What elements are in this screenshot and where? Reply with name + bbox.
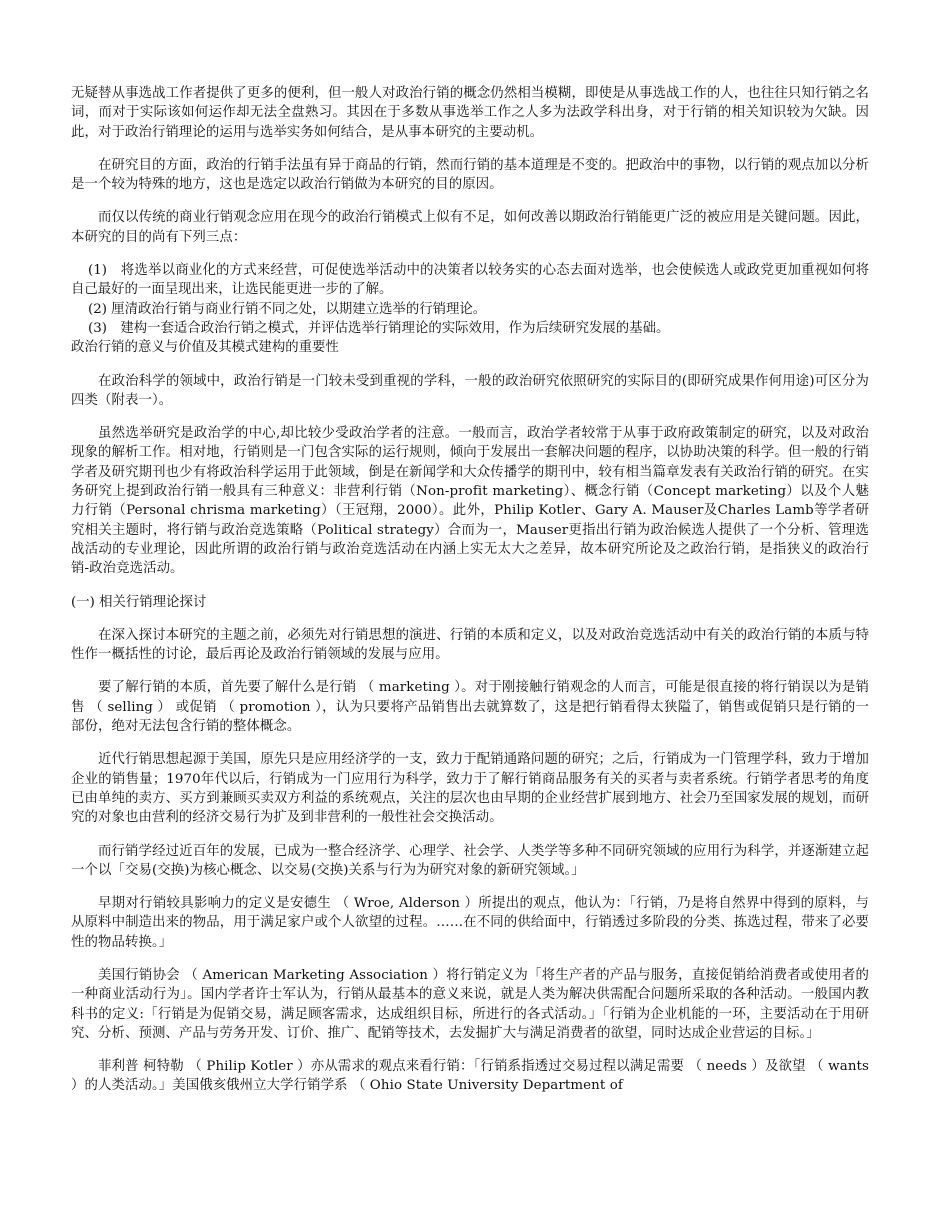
paragraph: 早期对行销较具影响力的定义是安德生 （ Wroe, Alderson ）所提出的观点，他认为：「行销，乃是将自然界中得到的原料，与从原料中制造出来的物品，用于满足家户或个人欲望的过程。……在不同的供给面中，行销透过多阶段的分类、拣选过程，带来了必要性的物品转换。」	[71, 896, 869, 950]
paragraph: 在深入探讨本研究的主题之前，必须先对行销思想的演进、行销的本质和定义，以及对政治竞选活动中有关的政治行销的本质与特性作一概括性的讨论，最后再论及政治行销领域的发展与应用。	[71, 627, 869, 663]
paragraph: 要了解行销的本质，首先要了解什么是行销 （ marketing ）。对于刚接触行销观念的人而言，可能是很直接的将行销误以为是销售 （ selling ） 或促销 （ promotion ），认为只要将产品销售出去就算数了，这是把行销看得太狭隘了，销售或促销只是行销的一部份，绝对无法包含行销的整体概念。	[71, 680, 869, 735]
paragraph: 美国行销协会 （ American Marketing Association ）将行销定义为「将生产者的产品与服务，直接促销给消费者或使用者的一种商业活动行为」。国内学者许士军认为，行销从最基本的意义来说，就是人类为解决供需配合问题所采取的各种活动。一般国内教科书的定义:「行销是为促销交易，满足顾客需求，达成组织目标，所进行的各式活动。」「行销为企业机能的一环，主要活动在于用研究、分析、预测、产品与劳务开发、订价、推广、配销等技术，去发掘扩大与满足消费者的欲望，同时达成企业营运的目标。」	[71, 967, 869, 1041]
paragraph: 在研究目的方面，政治的行销手法虽有异于商品的行销，然而行销的基本道理是不变的。把政治中的事物，以行销的观点加以分析是一个较为特殊的地方，这也是选定以政治行销做为本研究的目的原因。	[71, 157, 869, 193]
paragraph: 无疑替从事选战工作者提供了更多的便利，但一般人对政治行销的概念仍然相当模糊，即使是从事选战工作的人，也往往只知行销之名词，而对于实际该如何运作却无法全盘熟习。其因在于多数从事选举工作之人多为法政学科出身，对于行销的相关知识较为欠缺。因此，对于政治行销理论的运用与选举实务如何结合，是从事本研究的主要动机。	[71, 86, 869, 140]
list-item: (3) 建构一套适合政治行销之模式，并评估选举行销理论的实际效用，作为后续研究发展的基础。	[88, 320, 670, 336]
paragraph: 而行销学经过近百年的发展，已成为一整合经济学、心理学、社会学、人类学等多种不同研究领域的应用行为科学，并逐渐建立起一个以「交易(交换)为核心概念、以交易(交换)关系与行为为研究对象的新研究领域。」	[71, 843, 869, 878]
list-item: (2) 厘清政治行销与商业行销不同之处，以期建立选举的行销理论。	[88, 301, 487, 317]
paragraph: 虽然选举研究是政治学的中心,却比较少受政治学者的注意。一般而言，政治学者较常于从事于政府政策制定的研究，以及对政治现象的解析工作。相对地，行销则是一门包含实际的运行规则，倾向于发展出一套解决问题的程序，以协助决策的科学。但一般的行销学者及研究期刊也少有将政治科学运用于此领域，倒是在新闻学和大众传播学的期刊中，较有相当篇章发表有关政治行销的研究。在实务研究上提到政治行销一般具有三种意义：非营利行销（Non-profit marketing）、概念行销（Concept marketing）以及个人魅力行销（Personal chrisma marketing）（王冠翔，2000）。此外，Philip Kotler、Gary A. Mauser及Charles Lamb等学者研究相关主题时，将行销与政治竞选策略（Political strategy）合而为一，Mauser更指出行销为政治候选人提供了一个分析、管理选战活动的专业理论，因此所谓的政治行销与政治竞选活动在内涵上实无太大之差异，故本研究所论及之政治行销，是指狭义的政治行销-政治竞选活动。	[71, 426, 869, 577]
paragraph: 菲利普 柯特勒 （ Philip Kotler ）亦从需求的观点来看行销：「行销系指透过交易过程以满足需要 （ needs ）及欲望 （ wants ）的人类活动。」美国俄亥俄州立大学行销学系 （ Ohio State University Department of	[71, 1059, 869, 1094]
paragraph: 而仅以传统的商业行销观念应用在现今的政治行销模式上似有不足，如何改善以期政治行销能更广泛的被应用是关键问题。因此，本研究的目的尚有下列三点：	[71, 210, 869, 245]
paragraph: 近代行销思想起源于美国，原先只是应用经济学的一支，致力于配销通路问题的研究；之后，行销成为一门管理学科，致力于增加企业的销售量；1970年代以后，行销成为一门应用行为科学，致力于了解行销商品服务有关的买者与卖者系统。行销学者思考的角度已由单纯的卖方、买方到兼顾买卖双方利益的系统观点，关注的层次也由早期的企业经营扩展到地方、社会乃至国家发展的规划，而研究的对象也由营利的经济交易行为扩及到非营利的一般性社会交换活动。	[71, 752, 869, 826]
document-page	[71, 84, 869, 1096]
list-item: (1) 将选举以商业化的方式来经营，可促使选举活动中的决策者以较务实的心态去面对选举，也会使候选人或政党更加重视如何将自己最好的一面呈现出来，让选民能更进一步的了解。	[71, 263, 869, 298]
paragraph: 在政治科学的领域中，政治行销是一门较未受到重视的学科，一般的政治研究依照研究的实际目的(即研究成果作何用途)可区分为四类（附表一）。	[71, 373, 869, 408]
subsection-title: (一) 相关行销理论探讨	[71, 594, 207, 610]
section-title: 政治行销的意义与价值及其模式建构的重要性	[71, 340, 339, 356]
